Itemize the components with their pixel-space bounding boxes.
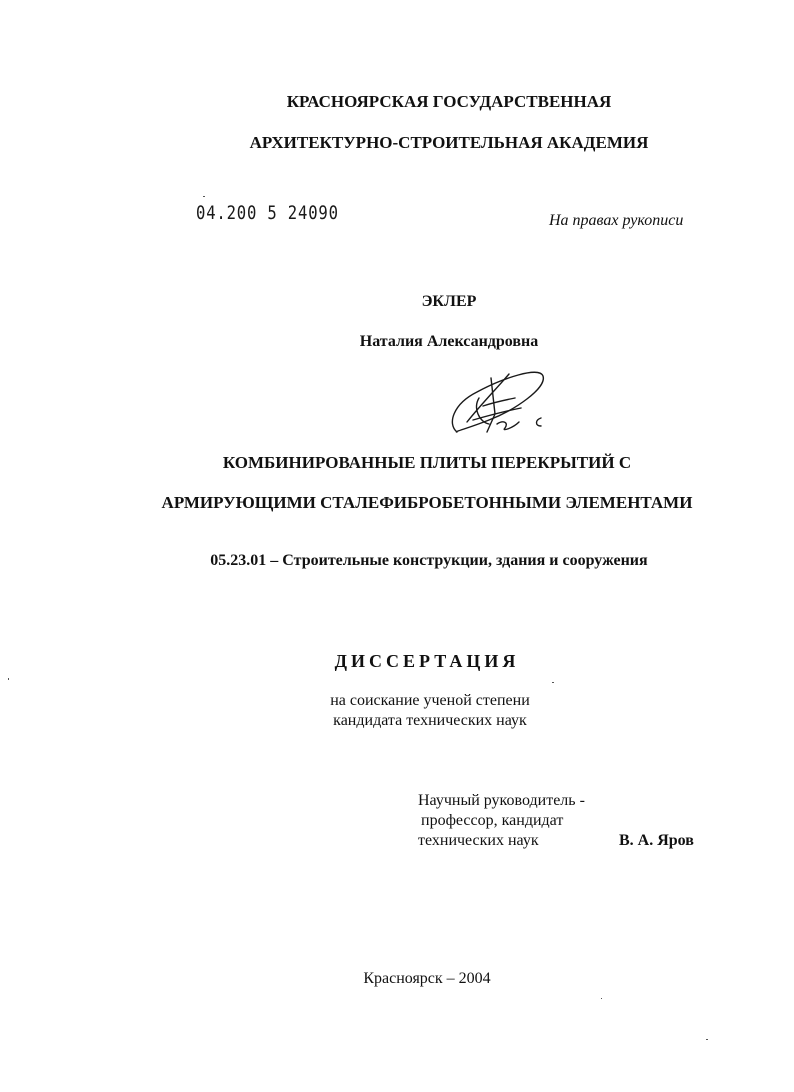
dissertation-title-line2: АРМИРУЮЩИМИ СТАЛЕФИБРОБЕТОННЫМИ ЭЛЕМЕНТАМИ (161, 493, 693, 512)
signature-icon (443, 362, 555, 444)
institution-name-line1: КРАСНОЯРСКАЯ ГОСУДАРСТВЕННАЯ (286, 92, 612, 111)
scan-speck (601, 998, 602, 999)
scan-speck (552, 682, 554, 683)
degree-line1: на соискание ученой степени (330, 692, 530, 709)
registration-code-stamp: 04.200 5 24090 (196, 202, 339, 224)
institution-name-line2: АРХИТЕКТУРНО-СТРОИТЕЛЬНАЯ АКАДЕМИЯ (249, 133, 649, 152)
supervisor-name: В. А. Яров (619, 832, 694, 849)
city-year: Красноярск – 2004 (363, 970, 491, 987)
scan-speck (8, 678, 9, 680)
document-type-heading: ДИССЕРТАЦИЯ (334, 651, 520, 671)
author-surname: ЭКЛЕР (421, 293, 477, 310)
supervisor-role-line3: технических наук (418, 832, 539, 849)
author-full-name: Наталия Александровна (359, 333, 539, 350)
supervisor-role-line2: профессор, кандидат (421, 812, 564, 829)
scan-speck (203, 196, 205, 197)
manuscript-rights-note: На правах рукописи (549, 212, 684, 229)
dissertation-title-line1: КОМБИНИРОВАННЫЕ ПЛИТЫ ПЕРЕКРЫТИЙ С (222, 453, 632, 472)
scan-speck (706, 1039, 708, 1040)
degree-line2: кандидата технических наук (333, 712, 527, 729)
specialty-code: 05.23.01 – Строительные конструкции, здания и сооружения (210, 552, 648, 569)
supervisor-role-line1: Научный руководитель - (418, 792, 585, 809)
